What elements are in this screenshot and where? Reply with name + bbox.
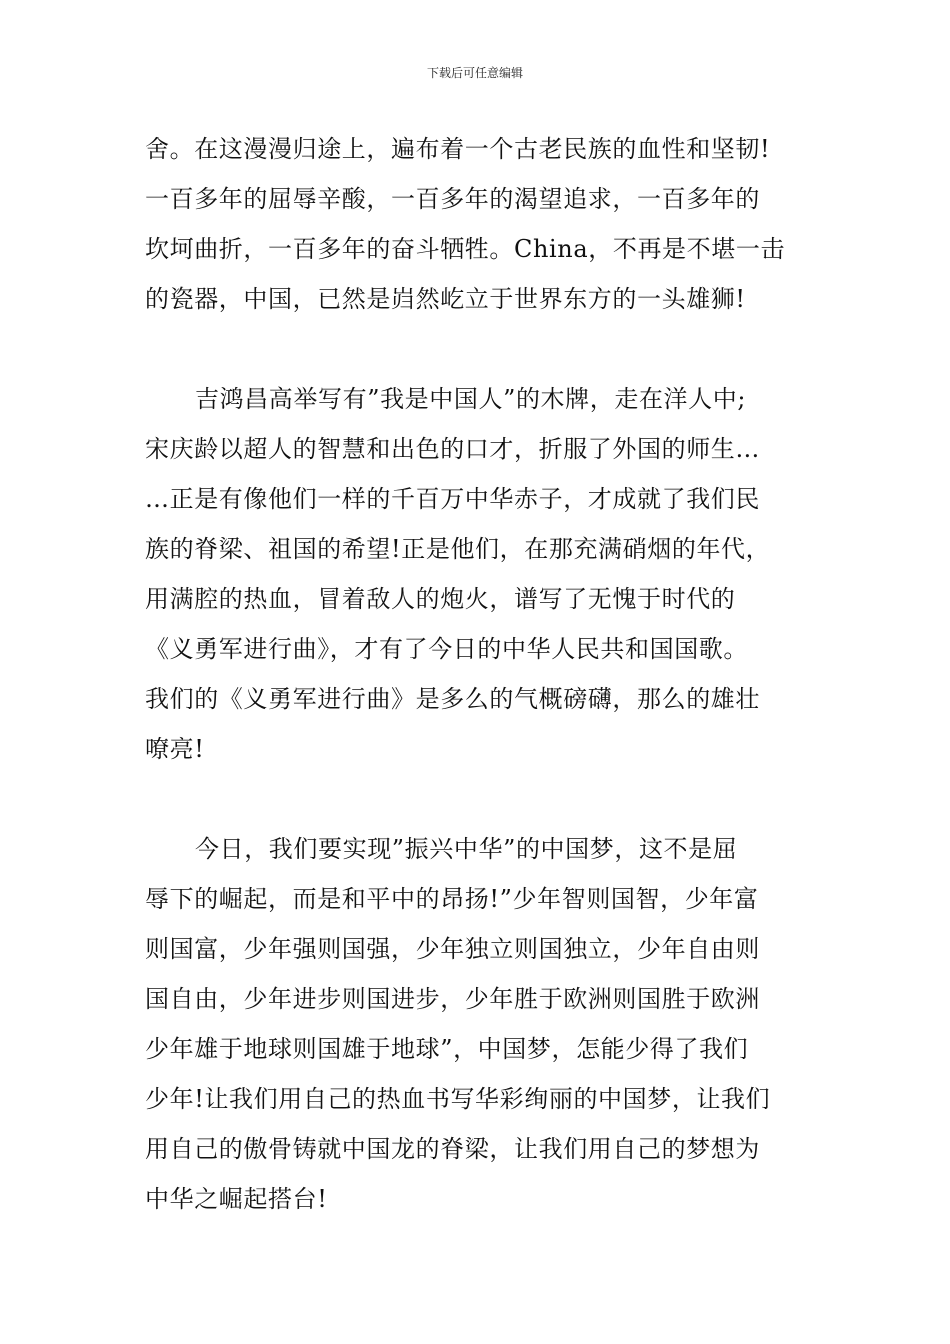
paragraph-2-line-6: 《义勇军进行曲》，才有了今日的中华人民共和国国歌。 — [145, 635, 748, 663]
paragraph-2-line-3: …正是有像他们一样的千百万中华赤子，才成就了我们民 — [145, 485, 760, 513]
paragraph-3-line-5: 少年雄于地球则国雄于地球”，中国梦，怎能少得了我们 — [145, 1035, 749, 1063]
paragraph-2-line-5: 用满腔的热血，冒着敌人的炮火，谱写了无愧于时代的 — [145, 585, 736, 613]
paragraph-2-line-1: 吉鸿昌高举写有”我是中国人”的木牌，走在洋人中; — [195, 385, 747, 413]
header-note: 下载后可任意编辑 — [426, 66, 523, 80]
paragraph-3-line-4: 国自由，少年进步则国进步，少年胜于欧洲则国胜于欧洲 — [145, 985, 760, 1013]
paragraph-2-line-7: 我们的《义勇军进行曲》是多么的气概磅礴，那么的雄壮 — [145, 685, 760, 713]
paragraph-1-line-2: 一百多年的屈辱辛酸，一百多年的渴望追求，一百多年的 — [145, 185, 760, 213]
paragraph-1-line-1: 舍。在这漫漫归途上，遍布着一个古老民族的血性和坚韧! — [145, 135, 771, 163]
paragraph-3-line-2: 辱下的崛起，而是和平中的昂扬!”少年智则国智，少年富 — [145, 885, 759, 913]
paragraph-3-line-3: 则国富，少年强则国强，少年独立则国独立，少年自由则 — [145, 935, 760, 963]
paragraph-2-line-8: 嘹亮! — [145, 735, 205, 763]
paragraph-3-line-1: 今日，我们要实现”振兴中华”的中国梦，这不是屈 — [195, 835, 738, 863]
paragraph-3-line-6: 少年!让我们用自己的热血书写华彩绚丽的中国梦，让我们 — [145, 1085, 771, 1113]
paragraph-2-line-2: 宋庆龄以超人的智慧和出色的口才，折服了外国的师生… — [145, 435, 760, 463]
paragraph-3-line-8: 中华之崛起搭台! — [145, 1185, 328, 1213]
paragraph-3-line-7: 用自己的傲骨铸就中国龙的脊梁，让我们用自己的梦想为 — [145, 1135, 760, 1163]
paragraph-1-line-3: 坎坷曲折，一百多年的奋斗牺牲。China，不再是不堪一击 — [145, 235, 786, 263]
paragraph-2-line-4: 族的脊梁、祖国的希望!正是他们，在那充满硝烟的年代， — [145, 535, 771, 563]
paragraph-1-line-4: 的瓷器，中国，已然是岿然屹立于世界东方的一头雄狮! — [145, 285, 746, 313]
